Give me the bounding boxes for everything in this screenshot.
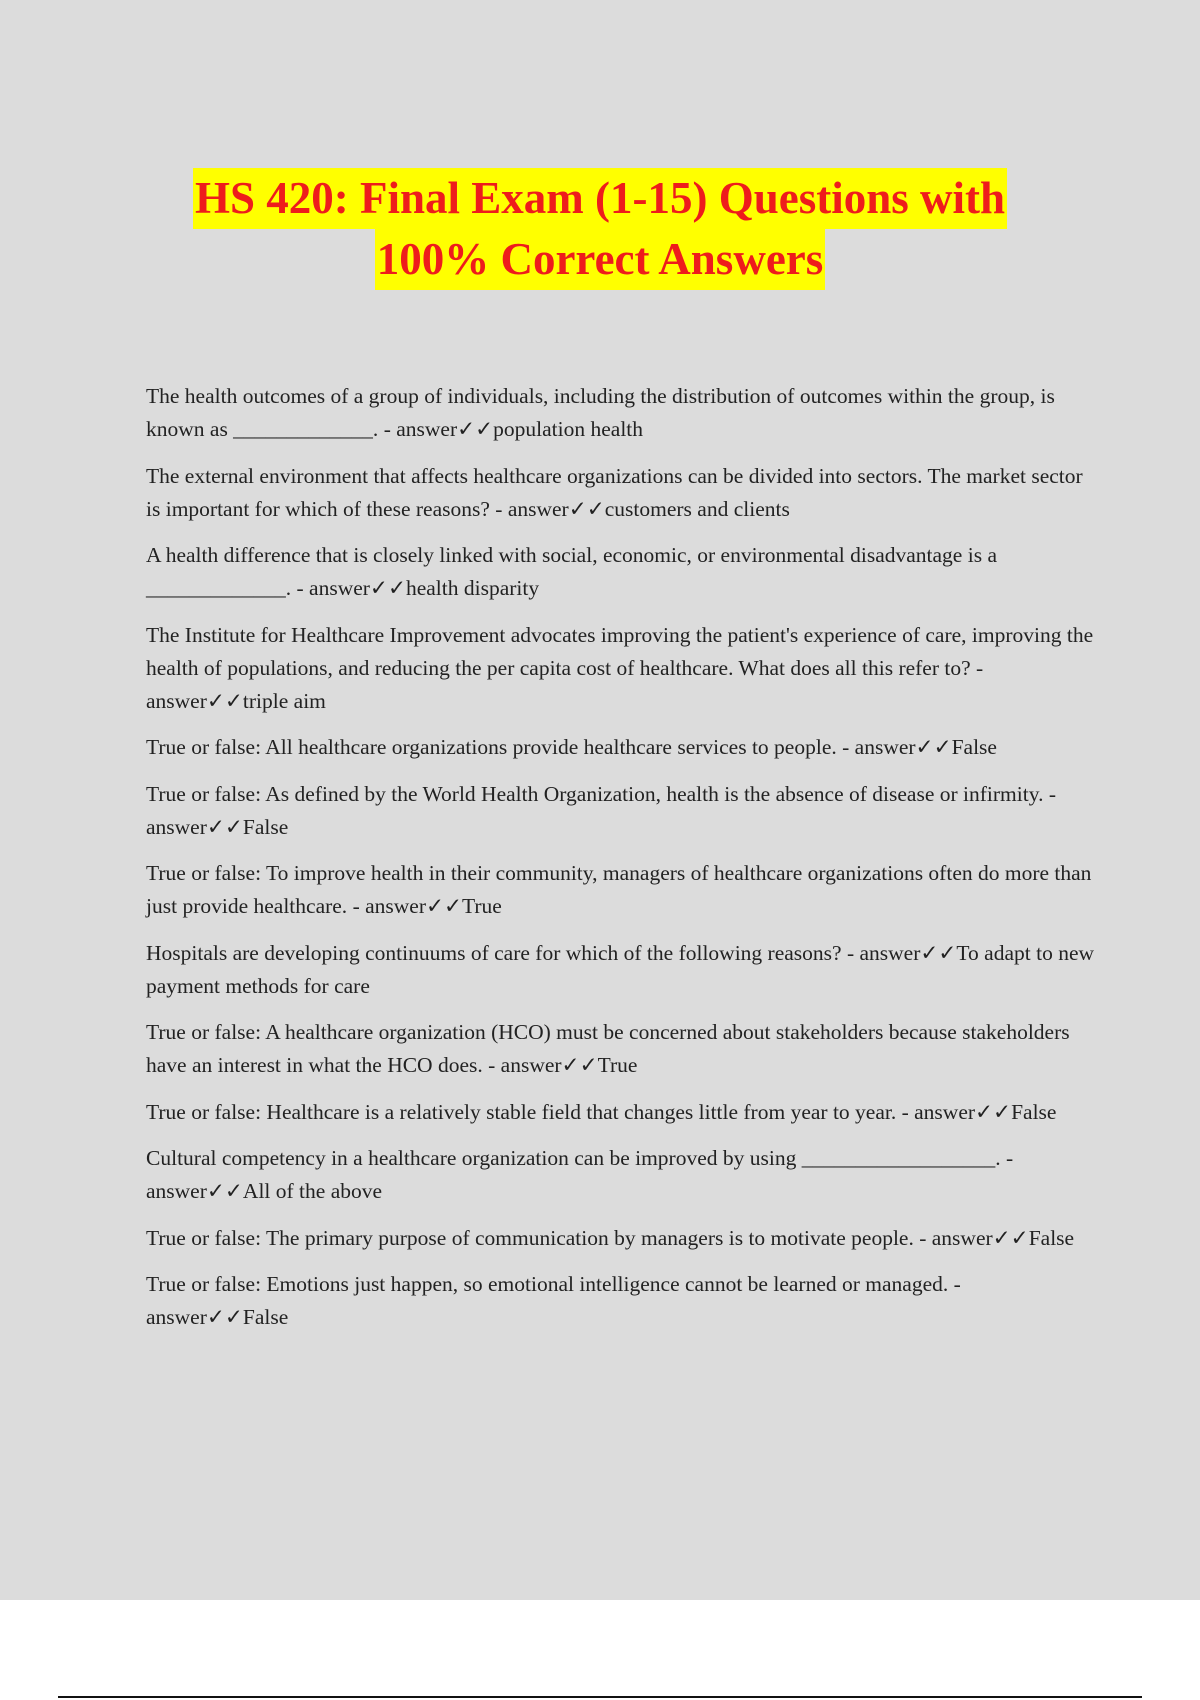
answer-text: triple aim <box>242 688 326 713</box>
qa-item <box>146 857 1096 923</box>
title-line-2: 100% Correct Answers <box>375 229 826 290</box>
qa-item <box>146 1096 1096 1129</box>
question-text: A health difference that is closely linked with social, economic, or environmental disadvantage is a _____________. <box>146 543 997 600</box>
question-answer-list <box>146 380 1096 1348</box>
answer-text: True <box>597 1053 638 1077</box>
answer-marker: - answer✓✓ <box>919 1225 1029 1250</box>
qa-item <box>146 460 1096 526</box>
qa-item <box>146 380 1096 446</box>
qa-item <box>146 1268 1096 1334</box>
question-text: Cultural competency in a healthcare organization can be improved by using __________________. <box>146 1146 1001 1170</box>
answer-marker: - answer✓✓ <box>488 1053 598 1077</box>
question-text: The health outcomes of a group of individuals, including the distribution of outcomes within the group, is known as _____________. <box>146 384 1055 441</box>
title-line-1: HS 420: Final Exam (1-15) Questions with <box>193 168 1007 229</box>
answer-marker: - answer✓✓ <box>495 496 605 521</box>
qa-item <box>146 539 1096 605</box>
answer-marker: - answer✓✓ <box>146 1272 961 1329</box>
answer-text: To adapt to new payment methods for care <box>146 940 1095 998</box>
question-text: True or false: Healthcare is a relatively stable field that changes little from year to year. <box>146 1099 897 1124</box>
answer-text: population health <box>493 417 644 441</box>
answer-text: True <box>462 894 502 918</box>
question-text: True or false: Emotions just happen, so emotional intelligence cannot be learned or managed. <box>146 1272 949 1296</box>
answer-text: All of the above <box>242 1179 383 1203</box>
qa-item <box>146 937 1096 1003</box>
answer-text: False <box>242 1305 289 1329</box>
footer-divider <box>58 1696 1142 1698</box>
answer-marker: - answer✓✓ <box>383 417 494 441</box>
qa-item <box>146 1142 1096 1208</box>
qa-item <box>146 778 1096 844</box>
answer-text: False <box>242 814 289 839</box>
answer-marker: - answer✓✓ <box>901 1099 1012 1124</box>
question-text: True or false: As defined by the World Health Organization, health is the absence of disease or infirmity. <box>146 781 1044 806</box>
answer-marker: - answer✓✓ <box>146 655 984 713</box>
qa-item <box>146 1016 1096 1082</box>
answer-marker: - answer✓✓ <box>842 735 952 759</box>
answer-marker: - answer✓✓ <box>296 576 406 600</box>
answer-text: health disparity <box>405 576 540 600</box>
question-text: Hospitals are developing continuums of care for which of the following reasons? <box>146 940 842 965</box>
answer-text: False <box>1011 1099 1057 1124</box>
question-text: The external environment that affects healthcare organizations can be divided into sectors. The market sector is important for which of these reasons? <box>146 463 1083 521</box>
answer-marker: - answer✓✓ <box>146 1146 1014 1203</box>
answer-marker: - answer✓✓ <box>846 940 957 965</box>
question-text: True or false: A healthcare organization (HCO) must be concerned about stakeholders because stakeholders have an interest in what the HCO does. <box>146 1020 1070 1077</box>
answer-text: False <box>1028 1225 1075 1250</box>
question-text: True or false: All healthcare organizations provide healthcare services to people. <box>146 735 837 759</box>
question-text: True or false: The primary purpose of communication by managers is to motivate people. <box>146 1225 914 1250</box>
answer-text: False <box>951 735 997 759</box>
answer-marker: - answer✓✓ <box>352 894 463 918</box>
answer-marker: - answer✓✓ <box>146 781 1057 839</box>
answer-text: customers and clients <box>604 496 790 521</box>
document-title <box>0 168 1200 290</box>
qa-item <box>146 619 1096 718</box>
question-text: The Institute for Healthcare Improvement advocates improving the patient's experience of care, improving the health of populations, and reducing the per capita cost of healthcare. What does all this refer to? <box>146 622 1094 680</box>
qa-item <box>146 1222 1096 1255</box>
question-text: True or false: To improve health in their community, managers of healthcare organizations often do more than just provide healthcare. <box>146 861 1092 918</box>
qa-item <box>146 731 1096 764</box>
